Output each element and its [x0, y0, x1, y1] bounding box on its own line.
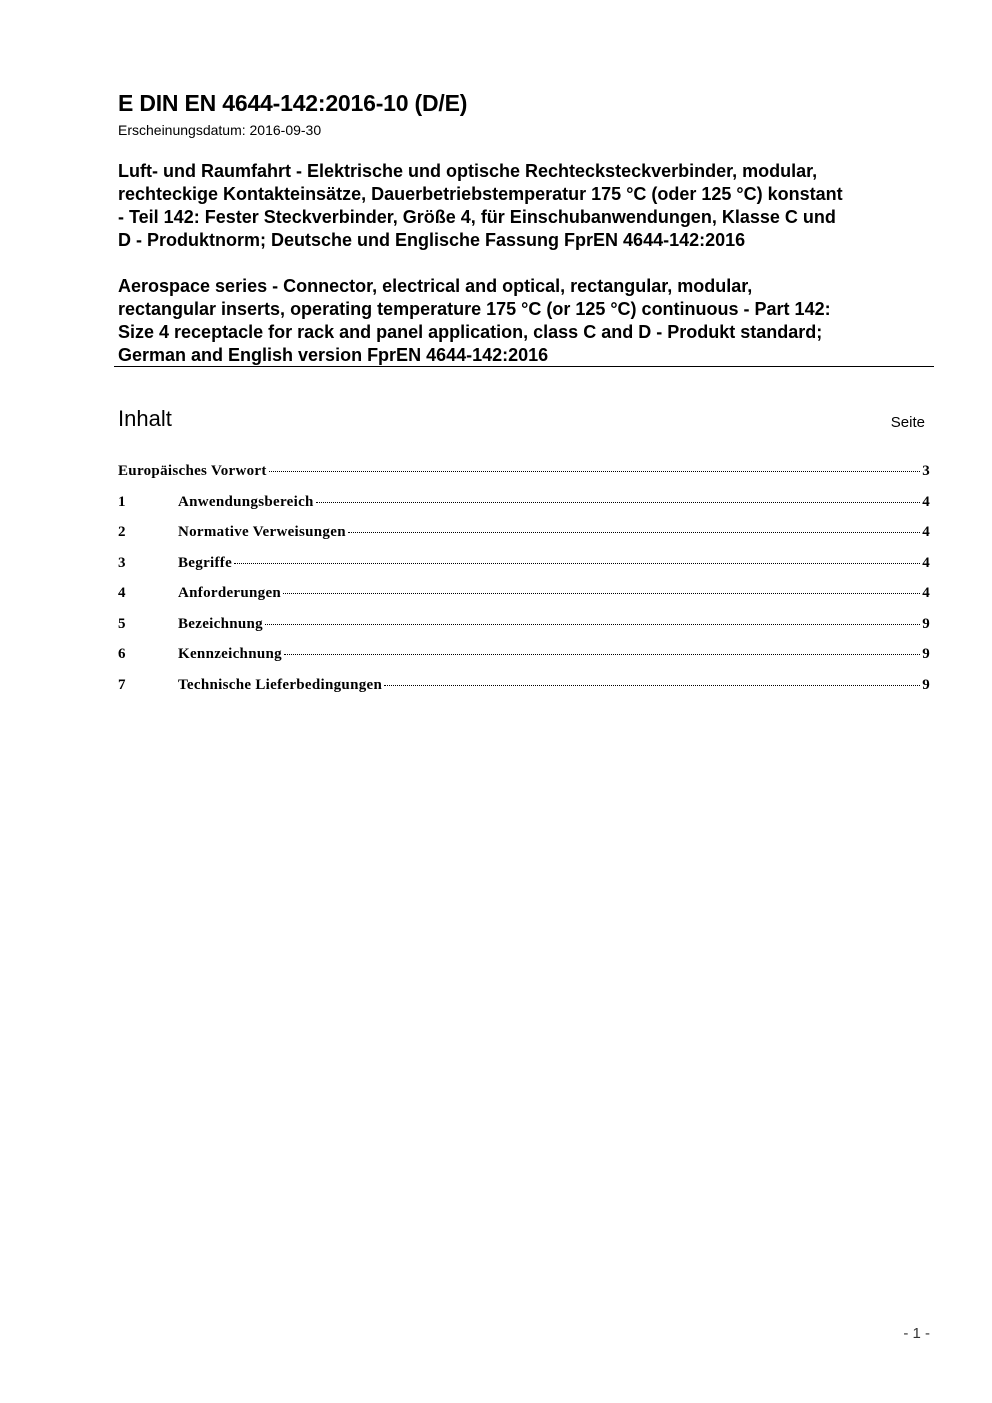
toc-entry-foreword[interactable]: [118, 463, 930, 494]
toc-entry-7[interactable]: [118, 677, 930, 708]
toc-entry-page: 4: [922, 524, 930, 540]
toc-entry-4[interactable]: [118, 585, 930, 616]
toc-entry-label: Kennzeichnung: [178, 646, 282, 662]
title-english-line: Size 4 receptacle for rack and panel application, class C and D - Produkt standard;: [118, 322, 823, 342]
toc-dot-leader: [348, 532, 920, 533]
toc-entry-number: 5: [118, 615, 126, 632]
toc-page-column-label: Seite: [890, 414, 925, 431]
title-english: [118, 275, 831, 367]
toc-entry-label: Technische Lieferbedingungen: [178, 676, 383, 693]
page-number: - 1 -: [903, 1325, 930, 1342]
toc-heading: Inhalt: [118, 406, 172, 431]
toc-entry-number: 3: [118, 554, 126, 571]
toc-entry-3[interactable]: [118, 555, 930, 586]
toc-entry-2[interactable]: [118, 524, 930, 555]
toc-entry-number: 6: [118, 646, 126, 662]
header-divider: [114, 366, 934, 367]
toc-dot-leader: [284, 654, 920, 655]
title-german-line: D - Produktnorm; Deutsche und Englische Fassung FprEN 4644-142:2016: [118, 230, 746, 250]
toc-entry-number: 4: [118, 585, 126, 601]
title-german-line: - Teil 142: Fester Steckverbinder, Größe 4, für Einschubanwendungen, Klasse C und: [118, 207, 836, 227]
title-english-line: rectangular inserts, operating temperature 175 °C (or 125 °C) continuous - Part 142:: [118, 299, 831, 319]
toc-entry-number: 1: [118, 493, 126, 510]
table-of-contents: [118, 463, 930, 707]
toc-entry-page: 4: [922, 554, 930, 571]
title-german-line: Luft- und Raumfahrt - Elektrische und optische Rechtecksteckverbinder, modular,: [118, 161, 818, 181]
toc-entry-page: 9: [922, 646, 930, 662]
toc-entry-page: 4: [922, 493, 930, 510]
toc-entry-label: Anforderungen: [178, 585, 282, 601]
toc-entry-page: 9: [922, 676, 930, 693]
toc-entry-label: Europäisches Vorwort: [118, 463, 267, 479]
toc-dot-leader: [316, 502, 921, 503]
toc-entry-1[interactable]: [118, 494, 930, 525]
toc-entry-page: 3: [922, 463, 930, 479]
toc-entry-label: Anwendungsbereich: [178, 493, 314, 510]
toc-dot-leader: [283, 593, 920, 594]
toc-dot-leader: [269, 471, 921, 472]
title-english-line: Aerospace series - Connector, electrical and optical, rectangular, modular,: [118, 276, 753, 296]
title-german: [118, 160, 843, 252]
toc-dot-leader: [384, 685, 920, 686]
title-german-line: rechteckige Kontakteinsätze, Dauerbetriebstemperatur 175 °C (oder 125 °C) konstant: [118, 184, 843, 204]
document-number: E DIN EN 4644-142:2016-10 (D/E): [118, 90, 468, 116]
toc-dot-leader: [265, 624, 920, 625]
toc-entry-number: 2: [118, 524, 126, 540]
title-english-line: German and English version FprEN 4644-142:2016: [118, 345, 549, 365]
toc-dot-leader: [234, 563, 920, 564]
toc-entry-page: 4: [922, 585, 930, 601]
toc-entry-label: Begriffe: [178, 554, 233, 571]
toc-entry-6[interactable]: [118, 646, 930, 677]
toc-entry-number: 7: [118, 676, 126, 693]
toc-entry-page: 9: [922, 615, 930, 632]
publication-date: Erscheinungsdatum: 2016-09-30: [118, 122, 322, 138]
toc-entry-label: Normative Verweisungen: [178, 524, 346, 540]
toc-entry-label: Bezeichnung: [178, 615, 263, 632]
toc-entry-5[interactable]: [118, 616, 930, 647]
